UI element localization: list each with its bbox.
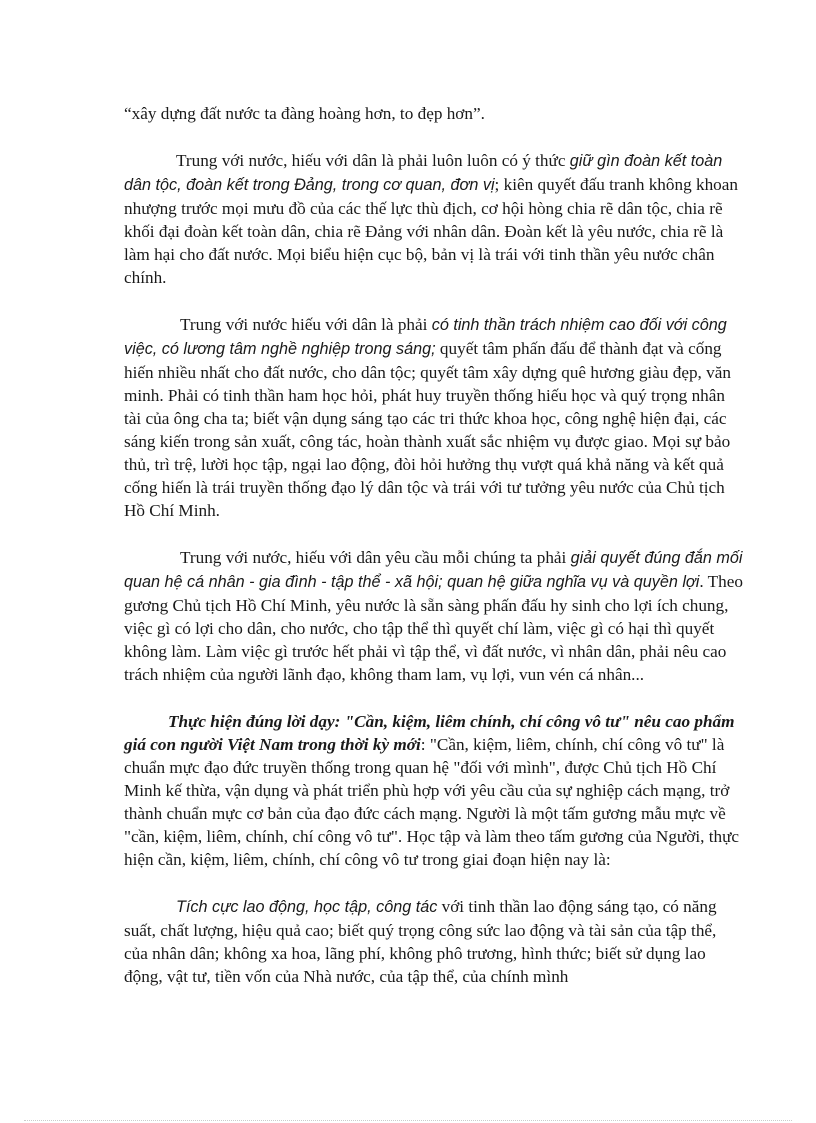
- paragraph-0: [124, 102, 744, 125]
- paragraph-4: [124, 710, 744, 871]
- paragraph-2-text-a: Trung với nước hiếu với dân là phải: [180, 315, 432, 334]
- paragraph-3-italic: giải quyết đúng đắn mối quan hệ cá nhân - gia đình - tập thể - xã hội; quan hệ giữa nghĩa vụ và quyền lợi: [124, 549, 743, 591]
- paragraph-3-text-c: . Theo gương Chủ tịch Hồ Chí Minh, yêu nước là sẵn sàng phấn đấu hy sinh cho lợi ích chung, việc gì có lợi cho dân, cho nước, cho tập thể thì quyết chí làm, việc gì có hại thì quyết không làm. Làm việc gì trước hết phải vì tập thể, vì đất nước, vì nhân dân, phải nêu cao trách nhiệm của người lãnh đạo, không tham lam, vụ lợi, vun vén cá nhân...: [124, 572, 743, 684]
- paragraph-5-italic: Tích cực lao động, học tập, công tác: [176, 898, 438, 916]
- paragraph-1-text-c: ; kiên quyết đấu tranh không khoan nhượng trước mọi mưu đồ của các thế lực thù địch, cơ hội hòng chia rẽ dân tộc, chia rẽ khối đại đoàn kết toàn dân, chia rẽ Đảng với nhân dân. Đoàn kết là yêu nước, chia rẽ là làm hại cho đất nước. Mọi biểu hiện cục bộ, bản vị là trái với tinh thần yêu nước chân chính.: [124, 175, 738, 287]
- page-bottom-divider: [24, 1120, 792, 1121]
- paragraph-2-text-c: quyết tâm phấn đấu để thành đạt và cống hiến nhiều nhất cho đất nước, cho dân tộc; quyết tâm xây dựng quê hương giàu đẹp, văn minh. Phải có tinh thần ham học hỏi, phát huy truyền thống hiếu học và quý trọng nhân tài của ông cha ta; biết vận dụng sáng tạo các tri thức khoa học, công nghệ hiện đại, các sáng kiến trong sản xuất, công tác, hoàn thành xuất sắc nhiệm vụ được giao. Mọi sự bảo thủ, trì trệ, lười học tập, ngại lao động, đòi hỏi hưởng thụ vượt quá khả năng và kết quả cống hiến là trái truyền thống đạo lý dân tộc và trái với tư tưởng yêu nước của Chủ tịch Hồ Chí Minh.: [124, 339, 731, 520]
- paragraph-4-bold-italic: Thực hiện đúng lời dạy: "Cần, kiệm, liêm chính, chí công vô tư" nêu cao phẩm giá con người Việt Nam trong thời kỳ mới: [124, 712, 735, 754]
- paragraph-1: [124, 149, 744, 289]
- paragraph-2-italic: có tinh thần trách nhiệm cao đối với công việc, có lương tâm nghề nghiệp trong sáng;: [124, 316, 727, 358]
- paragraph-3: [124, 546, 744, 686]
- paragraph-1-italic: giữ gìn đoàn kết toàn dân tộc, đoàn kết trong Đảng, trong cơ quan, đơn vị: [124, 152, 723, 194]
- paragraph-0-text: “xây dựng đất nước ta đàng hoàng hơn, to đẹp hơn”.: [124, 104, 485, 123]
- paragraph-4-text-b: : "Cần, kiệm, liêm, chính, chí công vô tư" là chuẩn mực đạo đức truyền thống trong quan hệ "đối với mình", được Chủ tịch Hồ Chí Minh kế thừa, vận dụng và phát triển phù hợp với yêu cầu của sự nghiệp cách mạng, trở thành chuẩn mực cơ bản của đạo đức cách mạng. Người là một tấm gương mẫu mực về "cần, kiệm, liêm, chính, chí công vô tư". Học tập và làm theo tấm gương của Người, thực hiện cần, kiệm, liêm, chính, chí công vô tư trong giai đoạn hiện nay là:: [124, 735, 740, 869]
- paragraph-5: [124, 895, 744, 988]
- paragraph-1-text-a: Trung với nước, hiếu với dân là phải luôn luôn có ý thức: [176, 151, 570, 170]
- document-body: [124, 102, 744, 1012]
- paragraph-5-text-b: với tinh thần lao động sáng tạo, có năng suất, chất lượng, hiệu quả cao; biết quý trọng công sức lao động và tài sản của tập thể, của nhân dân; không xa hoa, lãng phí, không phô trương, hình thức; biết sử dụng lao động, vật tư, tiền vốn của Nhà nước, của tập thể, của chính mình: [124, 897, 717, 986]
- paragraph-3-text-a: Trung với nước, hiếu với dân yêu cầu mỗi chúng ta phải: [180, 548, 571, 567]
- paragraph-2: [124, 313, 744, 522]
